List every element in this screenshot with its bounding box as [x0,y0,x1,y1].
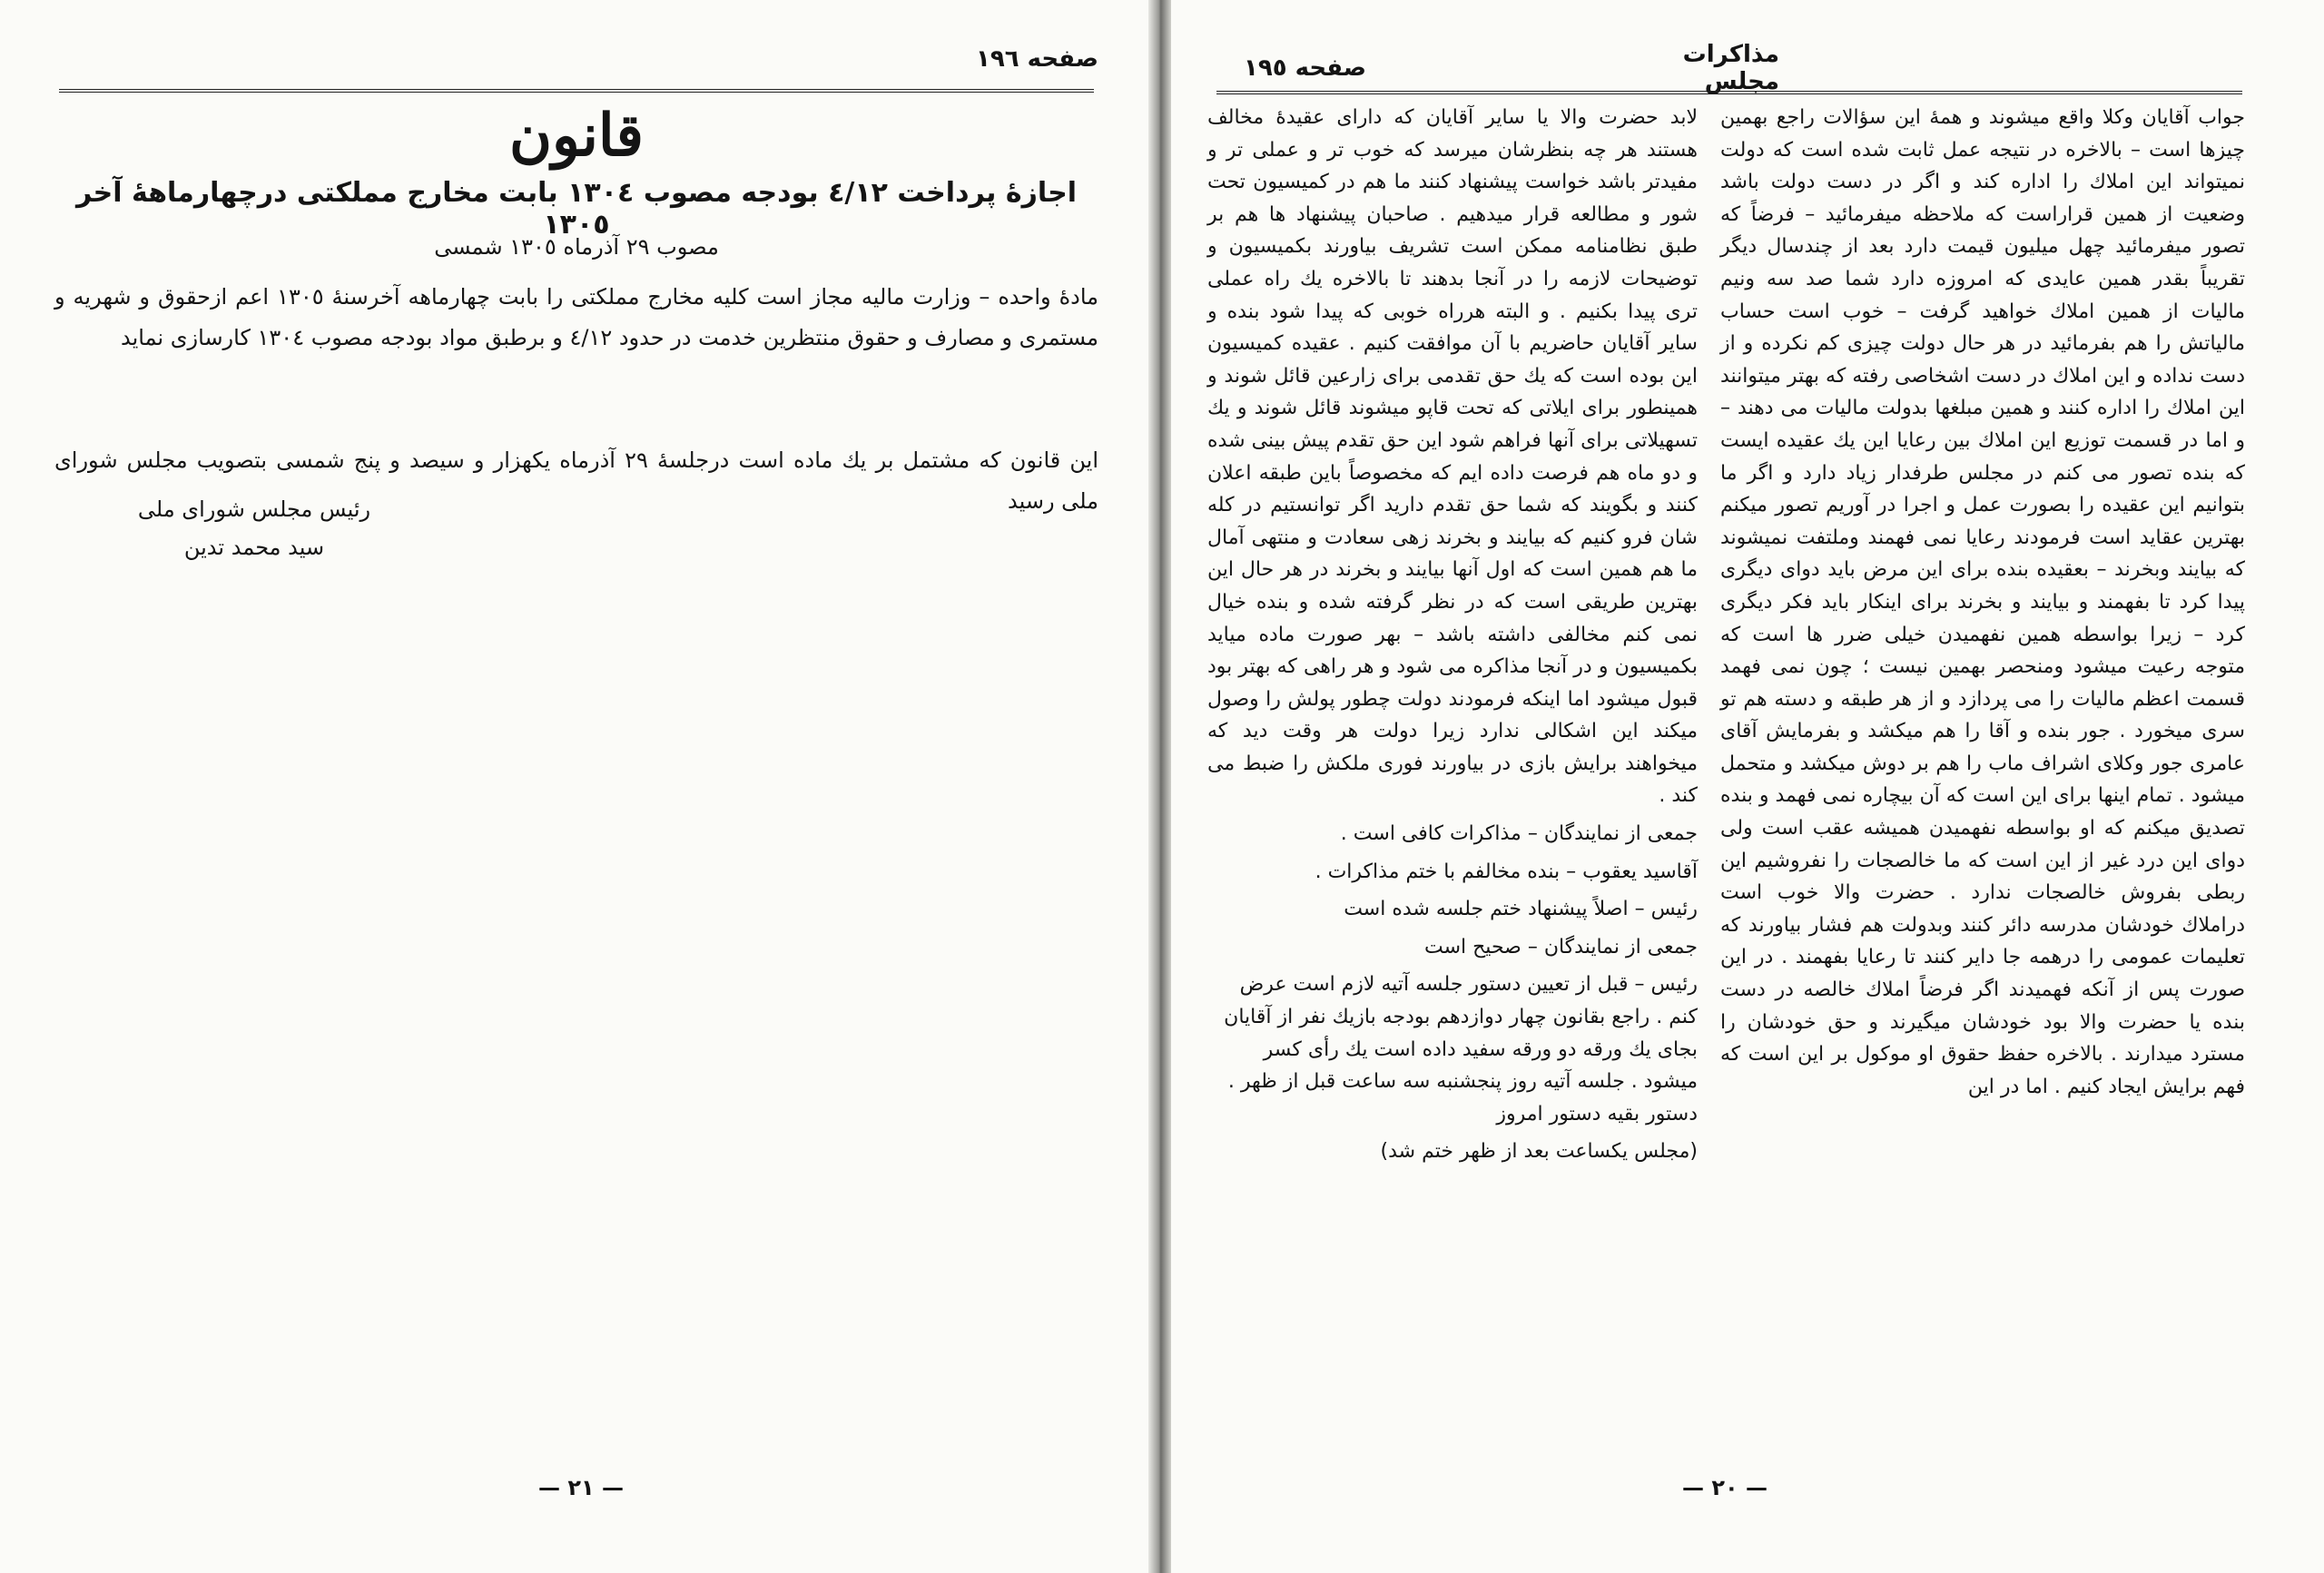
law-article-text: مادهٔ واحده – وزارت مالیه مجاز است کلیه مخارج مملکتی را بابت چهارماهه آخرسنهٔ ١٣٠٥ اعم ازحقوق و شهریه و مستمری و مصارف و حقوق منتظرین خدمت در حدود ٤/١٢ و برطبق مواد بودجه مصوب ١٣٠٤ کارسازی نماید [54,284,1098,350]
right-page-running-title: مذاکرات مجلس [1682,41,1779,95]
signature-name: سید محمد تدین [183,535,325,560]
speech-line: آقاسید یعقوب – بنده مخالفم با ختم مذاکرات . [1315,860,1698,883]
book-gutter [1148,0,1171,1573]
law-approval-date: مصوب ٢٩ آذرماه ١٣٠٥ شمسی [434,234,719,260]
speech-line: رئیس – اصلاً پیشنهاد ختم جلسه شده است [1344,898,1698,921]
paragraph: لابد حضرت والا یا سایر آقایان که دارای عقیدهٔ مخالف هستند هر چه بنظرشان میرسد که خوب تر و عملی تر و مفیدتر باشد خواست پیشنهاد کنند ما هم در کمیسیون تحت شور و مطالعه قرار میدهیم . صاحبان پیشنهاد ها هم بر طبق نظامنامه ممکن است تشریف بیاورند بکمیسیون و توضیحات لازمه را در آنجا بدهند تا بالاخره یك راه عملی تری پیدا بکنیم . و البته هرراه خوبی که پیدا شود بنده و سایر آقایان حاضریم با آن موافقت کنیم . عقیده کمیسیون این بوده است که یك حق تقدمی برای زارعین قائل شوند و همینطور برای ایلاتی که تحت قاپو میشوند قائل شوند و یك تسهیلاتی برای آنها فراهم شود این حق تقدم پیش بینی شده و دو ماه هم فرصت داده ایم که مخصوصاً باین طبقه اعلان کنند و بگویند که شما حق تقدم دارید اگر توانستیم در کله شان فرو کنیم که بیایند و بخرند زهی سعادت و منتهی آمال ما هم همین است که اول آنها بیایند و بخرند در هر حال این بهترین طریقی است که در نظر گرفته شده و بنده خیال نمی کنم مخالفی داشته باشد – بهر صورت ماده میاید بکمیسیون و در آنجا مذاکره می شود و هر راهی که بهتر بود قبول میشود اما اینکه فرمودند دولت چطور پولش را وصول میکند این اشکالی ندارد زیرا دولت هر وقت دید که میخواهند برایش بازی در بیاورند فوری ملکش را ضبط می کند . [1207,106,1698,808]
law-title: قانون [509,102,644,170]
speech-line: جمعی از نمایندگان – مذاکرات کافی است . [1340,822,1698,846]
right-page-header-number: صفحه ١٩٥ [1244,54,1367,82]
speech-line: جمعی از نمایندگان – صحیح است [1423,935,1698,959]
law-signature [91,490,418,566]
left-header-rule [59,89,1094,94]
signature-title: رئیس مجلس شورای ملی [137,496,371,522]
right-header-rule [1216,91,2242,96]
law-subtitle: اجازهٔ پرداخت ٤/١٢ بودجه مصوب ١٣٠٤ بابت مخارج مملکتی درچهارماههٔ آخر ١٣٠٥ [75,177,1078,241]
left-page-header: صفحه ١٩٦ [975,45,1098,73]
paragraph: جواب آقایان وکلا واقع میشوند و همهٔ این سؤالات راجع بهمین چیزها است – بالاخره در نتیجه عمل ثابت شده است که دولت نمیتواند این املاك را اداره کند و اگر در دست دولت باشد وضعیت از همین قراراست که ملاحظه میفرمائید – فرضاً که تصور میفرمائید چهل میلیون قیمت دارد بعد از چندسال دیگر تقریباً بقدر همین عایدی که امروزه دارد شما صد سه ونیم مالیات از همین املاك خواهید گرفت – خوب است حساب مالیاتش را هم بفرمائید در هر حال دولت چیزی کم نکرده و از دست نداده و این املاك در دست اشخاصی رفته که بهتر میتوانند این املاك را اداره کنند و همین مبلغها بدولت مالیات می دهند – و اما در قسمت توزیع این املاك بین رعایا این یك عقیده ایست که بنده تصور می کنم در مجلس طرفدار زیاد دارد و اگر ما بتوانیم این عقیده را بصورت عمل و اجرا در آوریم تصور میکنم بهترین عقاید است فرمودند رعایا نمی فهمند وملتفت نمیشوند که بیایند وبخرند – بعقیده بنده برای این مرض باید دوای دیگری پیدا کرد تا بفهمند و بیایند و بخرند برای اینکار باید فکر دیگری کرد – زیرا بواسطه همین نفهمیدن خیلی ضرر ها است که متوجه رعیت میشود ومنحصر بهمین نیست ؛ چون نمی فهمد قسمت اعظم مالیات را می پردازد و از هر طبقه و دسته هم تو سری میخورد . جور بنده و آقا را هم میکشد و بفرمایش آقای عامری جور وکلای اشراف ماب را هم بر دوش میکشد و متحمل میشود . تمام اینها برای این است که آن بیچاره نمی فهمد و بنده تصدیق میکنم که او بواسطه نفهمیدن همیشه عقب است ولی دوای این درد غیر از این است که ما خالصجات را نفروشیم این ربطی بفروش خالصجات ندارد . حضرت والا خوب است دراملاك خودشان مدرسه دائر کنند وبدولت هم فشار بیاورند که تعلیمات عمومی را درهمه جا دایر کنند تا رعایا بفهمند . در این صورت پس از آنکه فهمیدند اگر فرضاً املاك خالصه در دست بنده یا حضرت والا بود خودشان میگیرند و حق خودشان را مسترد میدارند . بالاخره حفظ حقوق او موکول بر این است که فهم برایش ایجاد کنیم . اما در این [1720,106,2245,1098]
law-closing-text: این قانون که مشتمل بر یك ماده است درجلسهٔ ٢٩ آذرماه یکهزار و سیصد و پنج شمسی بتصویب مجلس شورای ملی رسید [54,447,1098,514]
session-end-note: (مجلس یکساعت بعد از ظهر ختم شد) [1380,1140,1698,1164]
speech-line: رئیس – قبل از تعیین دستور جلسه آتیه لازم است عرض کنم . راجع بقانون چهار دوازدهم بودجه بازیك نفر از آقایان بجای یك ورقه دو ورقه سفید داده است یك رأی کسر میشود . جلسه آتیه روز پنجشنبه سه ساعت قبل از ظهر . دستور بقیه دستور امروز [1224,973,1698,1126]
text-column-left [1207,102,1698,1168]
text-column-right [1720,102,2245,1103]
left-page-number: — ٢١ — [537,1475,624,1500]
right-page-number: — ٢٠ — [1681,1475,1768,1500]
